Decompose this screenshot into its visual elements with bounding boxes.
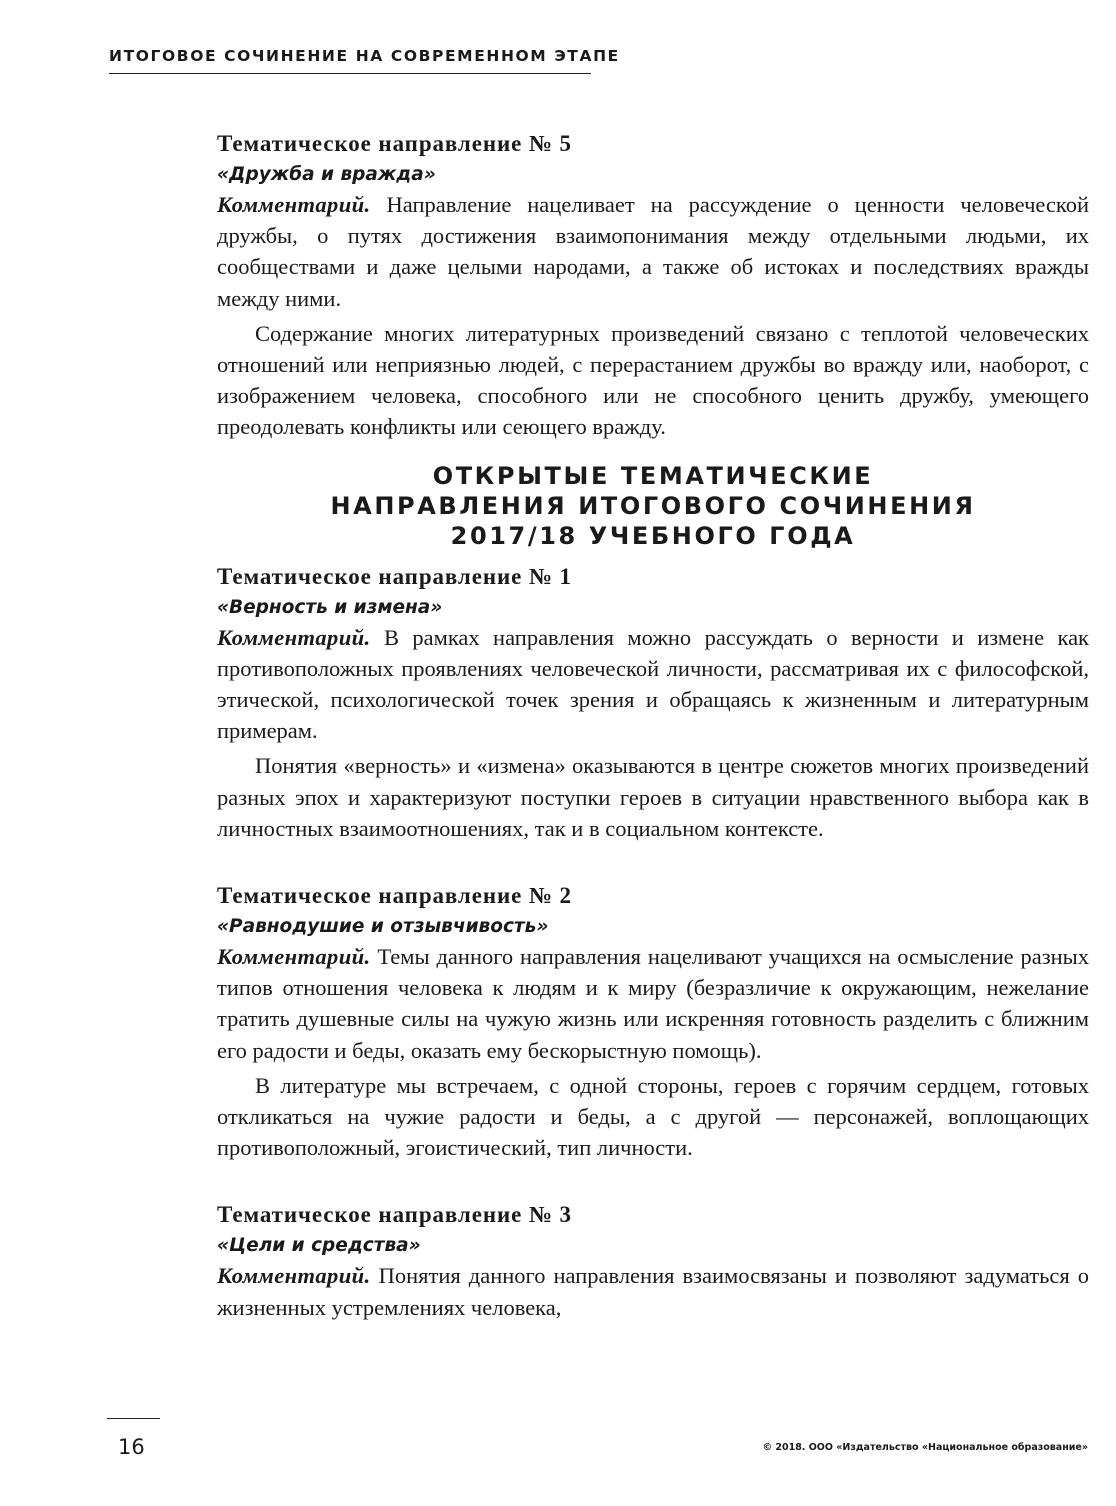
page-content: [217, 128, 1089, 1323]
section-1-title: Тематическое направление № 1: [217, 563, 572, 589]
section-2-comment: [217, 941, 1089, 1066]
section-5-comment: [217, 189, 1089, 314]
section-5-paragraph: Содержание многих литературных произведений связано с теплотой человеческих отношений или неприязнью людей, с перерастанием дружбы во вражду или, наоборот, с изображением человека, способного или не способного ценить дружбу, умеющего преодолевать конфликты или сеющего вражду.: [217, 320, 1089, 440]
section-2-paragraph: В литературе мы встречаем, с одной стороны, героев с горячим сердцем, готовых откликаться на чужие радости и беды, а с другой — персонажей, воплощающих противоположный, эгоистический, тип личности.: [217, 1072, 1089, 1161]
section-3-title: Тематическое направление № 3: [217, 1202, 572, 1228]
open-directions-heading: [217, 461, 1089, 551]
section-5-comment-label: Комментарий.: [217, 192, 371, 217]
section-3-comment-label: Комментарий.: [217, 1263, 371, 1289]
section-2-title: Тематическое направление № 2: [217, 883, 572, 909]
section-2-subtitle: «Равнодушие и отзывчивость»: [217, 916, 549, 938]
section-2: [217, 880, 1089, 1163]
section-2-comment-label: Комментарий.: [217, 944, 371, 970]
section-3: [217, 1199, 1089, 1322]
section-1-comment-label: Комментарий.: [217, 624, 371, 650]
section-1-paragraph: Понятия «верность» и «измена» оказываются в центре сюжетов многих произведений разных эпох и характеризуют поступки героев в ситуации нравственного выбора как в личностных взаимоотношениях, так и в социальном контексте.: [217, 753, 1089, 841]
header-divider: [109, 73, 591, 74]
page-number: 16: [118, 1435, 145, 1459]
section-spacer: [217, 1163, 1089, 1199]
section-1: [217, 561, 1089, 844]
section-1-comment: [217, 622, 1089, 747]
section-1-subtitle: «Верность и измена»: [217, 596, 443, 618]
heading-line-1: ОТКРЫТЫЕ ТЕМАТИЧЕСКИЕ: [432, 461, 874, 490]
heading-line-2: НАПРАВЛЕНИЯ ИТОГОВОГО СОЧИНЕНИЯ: [330, 491, 976, 520]
section-1-comment-text: В рамках направления можно рассуждать о верности и измене как противоположных проявлениях человеческой личности, рассматривая их с философской, этической, психологической точек зрения и обращаясь к жизненным и литературным примерам.: [217, 624, 1089, 744]
section-5-comment-text: Направление нацеливает на рассуждение о ценности человеческой дружбы, о путях достижения взаимопонимания между отдельными людьми, их сообществами и даже целыми народами, а также об истоках и последствиях вражды между ними.: [217, 192, 1089, 311]
section-5-title: Тематическое направление № 5: [217, 131, 572, 156]
section-3-comment: [217, 1260, 1089, 1322]
section-5: [217, 128, 1089, 443]
running-head-title: ИТОГОВОЕ СОЧИНЕНИЕ НА СОВРЕМЕННОМ ЭТАПЕ: [109, 47, 620, 65]
heading-line-3: 2017/18 УЧЕБНОГО ГОДА: [450, 521, 856, 550]
section-3-subtitle: «Цели и средства»: [217, 1235, 421, 1257]
section-3-comment-text: Понятия данного направления взаимосвязаны и позволяют задуматься о жизненных устремлениях человека,: [217, 1263, 1089, 1320]
section-5-subtitle: «Дружба и вражда»: [217, 164, 436, 185]
section-2-comment-text: Темы данного направления нацеливают учащихся на осмысление разных типов отношения человека к людям и к миру (безразличие к окружающим, нежелание тратить душевные силы на чужую жизнь или искренняя готовность разделить с ближним его радости и беды, оказать ему бескорыстную помощь).: [217, 944, 1090, 1063]
section-spacer: [217, 844, 1089, 880]
copyright-notice: © 2018. ООО «Издательство «Национальное образование»: [762, 1442, 1088, 1453]
footer-divider: [107, 1418, 160, 1419]
